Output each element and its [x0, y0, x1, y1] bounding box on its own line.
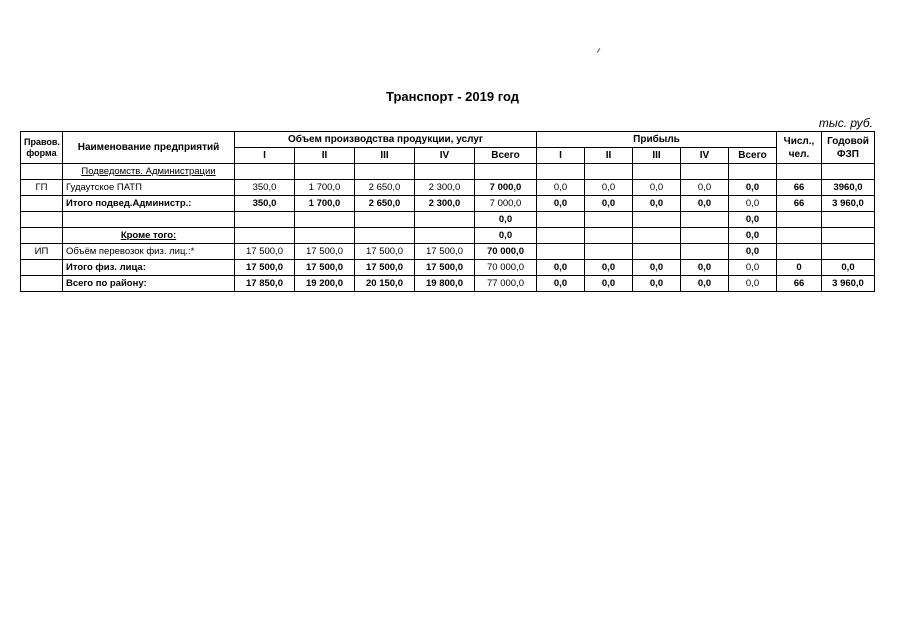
cell-prod-total: 7 000,0: [475, 196, 537, 212]
header-staff: Числ., чел.: [777, 132, 822, 164]
cell-fzp: 3960,0: [822, 180, 875, 196]
cell-prod-q3: 2 650,0: [355, 196, 415, 212]
cell-prod-q4: 2 300,0: [415, 196, 475, 212]
header-prod-total: Всего: [475, 148, 537, 164]
cell-name: Подведомств. Администрации: [63, 164, 235, 180]
cell-prod-total: 7 000,0: [475, 180, 537, 196]
cell-profit-q1: [537, 228, 585, 244]
cell-prod-q3: 17 500,0: [355, 260, 415, 276]
cell-staff: 0: [777, 260, 822, 276]
cell-prod-q1: 17 500,0: [235, 260, 295, 276]
report-table: [20, 131, 875, 292]
header-prod-q2: II: [295, 148, 355, 164]
header-profit-q1: I: [537, 148, 585, 164]
cell-profit-q2: [585, 164, 633, 180]
cell-profit-q4: 0,0: [681, 260, 729, 276]
cell-form: ИП: [21, 244, 63, 260]
cell-name: Гудаутское ПАТП: [63, 180, 235, 196]
cell-prod-q1: 17 850,0: [235, 276, 295, 292]
cell-name: Итого физ. лица:: [63, 260, 235, 276]
cell-profit-q3: 0,0: [633, 180, 681, 196]
cell-profit-total: 0,0: [729, 228, 777, 244]
cell-prod-total: 70 000,0: [475, 244, 537, 260]
cell-profit-q3: [633, 228, 681, 244]
cell-form: [21, 260, 63, 276]
cell-staff: [777, 244, 822, 260]
table-row: [21, 276, 875, 292]
cell-profit-total: 0,0: [729, 260, 777, 276]
cell-profit-q4: [681, 164, 729, 180]
cell-staff: 66: [777, 276, 822, 292]
cell-prod-q1: [235, 212, 295, 228]
header-name: Наименование предприятий: [63, 132, 235, 164]
cell-name: Всего по району:: [63, 276, 235, 292]
cell-profit-q3: 0,0: [633, 260, 681, 276]
cell-prod-q4: [415, 164, 475, 180]
cell-prod-q4: [415, 212, 475, 228]
header-profit-q4: IV: [681, 148, 729, 164]
cell-fzp: 0,0: [822, 260, 875, 276]
cell-profit-q4: [681, 228, 729, 244]
cell-profit-total: 0,0: [729, 180, 777, 196]
header-fzp: Годовой ФЗП: [822, 132, 875, 164]
cell-staff: [777, 164, 822, 180]
cell-profit-q1: [537, 212, 585, 228]
cell-profit-q3: 0,0: [633, 196, 681, 212]
cell-prod-q1: 350,0: [235, 180, 295, 196]
cell-prod-q1: 17 500,0: [235, 244, 295, 260]
cell-profit-q2: 0,0: [585, 276, 633, 292]
cell-form: [21, 196, 63, 212]
cell-profit-total: 0,0: [729, 212, 777, 228]
cell-profit-q4: [681, 244, 729, 260]
cell-prod-q2: [295, 212, 355, 228]
cell-prod-q2: 17 500,0: [295, 260, 355, 276]
cell-profit-q3: [633, 164, 681, 180]
cell-prod-q4: 2 300,0: [415, 180, 475, 196]
cell-profit-q4: 0,0: [681, 276, 729, 292]
cell-prod-q3: [355, 228, 415, 244]
cell-form: [21, 276, 63, 292]
header-profit-q3: III: [633, 148, 681, 164]
cell-profit-q2: [585, 212, 633, 228]
cell-profit-q2: [585, 244, 633, 260]
cell-prod-q4: [415, 228, 475, 244]
header-profit-q2: II: [585, 148, 633, 164]
cell-profit-q1: [537, 244, 585, 260]
cell-fzp: 3 960,0: [822, 196, 875, 212]
cell-profit-total: 0,0: [729, 276, 777, 292]
cell-profit-q1: [537, 164, 585, 180]
cell-staff: [777, 212, 822, 228]
cell-profit-q1: 0,0: [537, 180, 585, 196]
header-profit: Прибыль: [537, 132, 777, 148]
cell-prod-q1: [235, 228, 295, 244]
page-title: Транспорт - 2019 год: [386, 89, 519, 104]
header-profit-total: Всего: [729, 148, 777, 164]
header-prod-q1: I: [235, 148, 295, 164]
cell-prod-q2: 17 500,0: [295, 244, 355, 260]
cell-prod-q3: [355, 212, 415, 228]
cell-form: [21, 228, 63, 244]
cell-prod-total: 77 000,0: [475, 276, 537, 292]
cell-prod-q3: [355, 164, 415, 180]
cell-profit-q2: 0,0: [585, 260, 633, 276]
cell-staff: 66: [777, 196, 822, 212]
cell-profit-total: 0,0: [729, 196, 777, 212]
cell-form: [21, 164, 63, 180]
cell-profit-q3: 0,0: [633, 276, 681, 292]
cell-fzp: 3 960,0: [822, 276, 875, 292]
cell-prod-q2: 1 700,0: [295, 196, 355, 212]
cell-prod-q3: 20 150,0: [355, 276, 415, 292]
cell-profit-total: [729, 164, 777, 180]
table-row: [21, 212, 875, 228]
cell-prod-q1: 350,0: [235, 196, 295, 212]
header-prod-q3: III: [355, 148, 415, 164]
cell-prod-q4: 17 500,0: [415, 244, 475, 260]
units-label: тыс. руб.: [818, 116, 873, 130]
cell-name: Кроме того:: [63, 228, 235, 244]
table-row: [21, 228, 875, 244]
cell-fzp: [822, 228, 875, 244]
cell-prod-q2: [295, 228, 355, 244]
cell-profit-q2: 0,0: [585, 196, 633, 212]
header-production: Объем производства продукции, услуг: [235, 132, 537, 148]
cell-prod-q3: 2 650,0: [355, 180, 415, 196]
header-form: Правов. форма: [21, 132, 63, 164]
cell-prod-q2: 19 200,0: [295, 276, 355, 292]
cell-name: Объём перевозок физ. лиц.:*: [63, 244, 235, 260]
cell-prod-q3: 17 500,0: [355, 244, 415, 260]
cell-prod-total: 0,0: [475, 212, 537, 228]
table-row: [21, 260, 875, 276]
cell-profit-q2: 0,0: [585, 180, 633, 196]
cell-prod-total: [475, 164, 537, 180]
cell-prod-q2: [295, 164, 355, 180]
cell-profit-q3: [633, 212, 681, 228]
cell-prod-total: 70 000,0: [475, 260, 537, 276]
cell-staff: 66: [777, 180, 822, 196]
cell-prod-q2: 1 700,0: [295, 180, 355, 196]
cell-form: ГП: [21, 180, 63, 196]
cell-fzp: [822, 164, 875, 180]
cell-profit-q1: 0,0: [537, 276, 585, 292]
table-row: [21, 244, 875, 260]
cell-prod-q4: 19 800,0: [415, 276, 475, 292]
cell-prod-q4: 17 500,0: [415, 260, 475, 276]
cell-profit-q3: [633, 244, 681, 260]
cell-profit-q4: 0,0: [681, 180, 729, 196]
cell-name: [63, 212, 235, 228]
cell-fzp: [822, 212, 875, 228]
cell-name: Итого подвед.Администр.:: [63, 196, 235, 212]
cell-fzp: [822, 244, 875, 260]
cell-prod-total: 0,0: [475, 228, 537, 244]
cell-profit-q4: 0,0: [681, 196, 729, 212]
table-row: [21, 196, 875, 212]
cell-profit-q2: [585, 228, 633, 244]
cell-profit-q1: 0,0: [537, 196, 585, 212]
table-row: [21, 164, 875, 180]
cell-staff: [777, 228, 822, 244]
cell-form: [21, 212, 63, 228]
cell-profit-total: 0,0: [729, 244, 777, 260]
table-row: [21, 180, 875, 196]
pen-mark: [597, 48, 601, 53]
cell-profit-q1: 0,0: [537, 260, 585, 276]
header-prod-q4: IV: [415, 148, 475, 164]
cell-profit-q4: [681, 212, 729, 228]
cell-prod-q1: [235, 164, 295, 180]
